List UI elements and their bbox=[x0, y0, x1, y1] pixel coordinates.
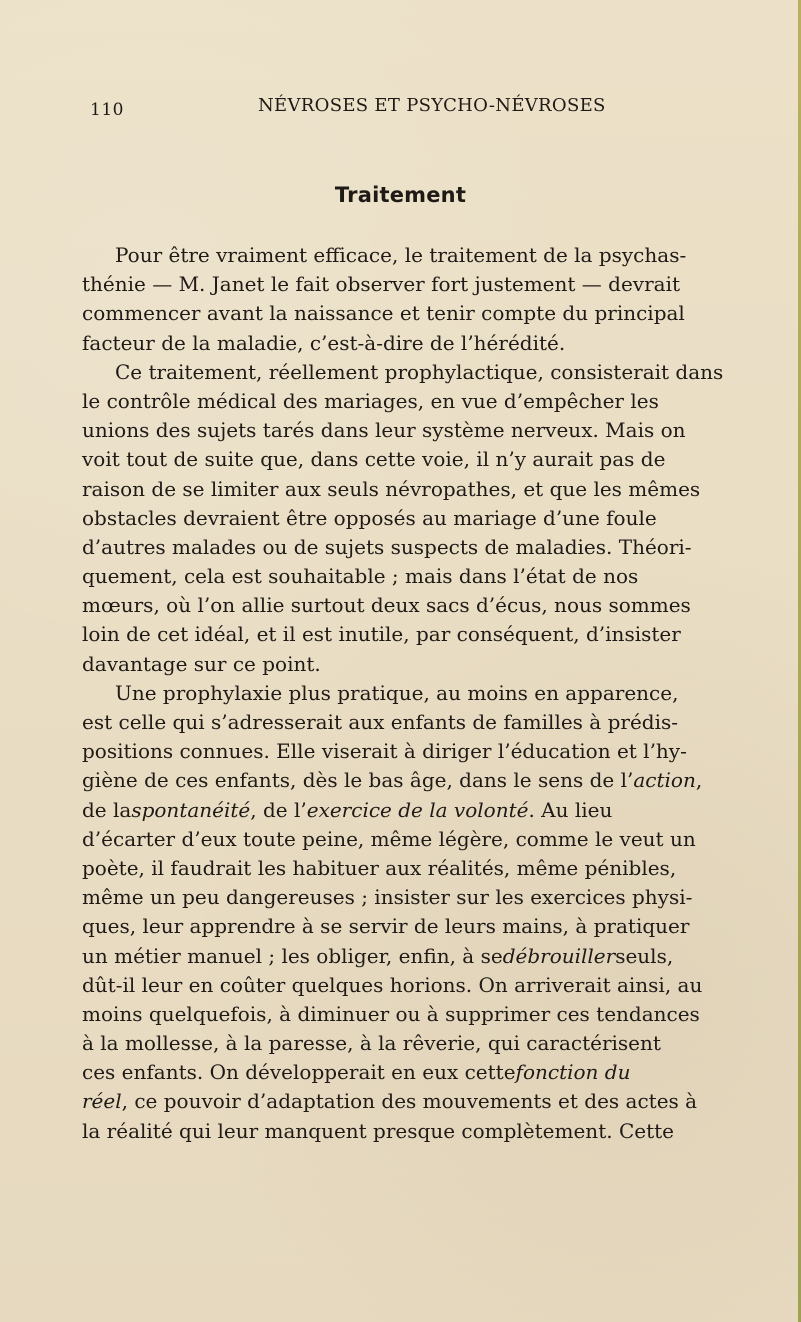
running-head: NÉVROSES ET PSYCHO-NÉVROSES bbox=[258, 95, 606, 116]
text-segment: dût-il leur en coûter quelques horions. On arriverait ainsi, au bbox=[82, 972, 703, 997]
text-segment: poète, il faudrait les habituer aux réalités, même pénibles, bbox=[82, 855, 677, 880]
text-line bbox=[82, 387, 710, 416]
text-segment: moins quelquefois, à diminuer ou à supprimer ces tendances bbox=[82, 1001, 700, 1026]
text-segment: thénie — M. Janet le fait observer fort justement — devrait bbox=[82, 272, 680, 297]
text-segment: la réalité qui leur manquent presque complètement. Cette bbox=[82, 1118, 674, 1143]
text-segment: Ce traitement, réellement prophylactique, consisterait dans bbox=[115, 359, 724, 384]
text-line bbox=[82, 620, 710, 649]
italic-segment: réel bbox=[82, 1089, 122, 1114]
text-line bbox=[82, 1087, 710, 1116]
text-line bbox=[82, 358, 724, 387]
text-segment: ques, leur apprendre à se servir de leurs mains, à pratiquer bbox=[82, 914, 690, 939]
text-line bbox=[82, 737, 710, 766]
text-segment: Une prophylaxie plus pratique, au moins en apparence, bbox=[115, 680, 679, 705]
text-line bbox=[82, 708, 710, 737]
text-segment: quement, cela est souhaitable ; mais dans l’état de nos bbox=[82, 564, 639, 589]
text-segment: le contrôle médical des mariages, en vue d’empêcher les bbox=[82, 388, 659, 413]
text-segment: raison de se limiter aux seuls névropathes, et que les mêmes bbox=[82, 476, 701, 501]
text-line bbox=[82, 796, 710, 825]
text-line bbox=[82, 329, 710, 358]
text-line bbox=[82, 766, 710, 795]
text-phrase bbox=[82, 942, 673, 971]
text-segment: mœurs, où l’on allie surtout deux sacs d’écus, nous sommes bbox=[82, 593, 691, 618]
text-segment: voit tout de suite que, dans cette voie, il n’y aurait pas de bbox=[82, 447, 666, 472]
text-line bbox=[82, 270, 710, 299]
text-line bbox=[82, 1029, 710, 1058]
text-segment: positions connues. Elle viserait à diriger l’éducation et l’hy- bbox=[82, 739, 687, 764]
text-line bbox=[82, 562, 710, 591]
text-segment: même un peu dangereuses ; insister sur les exercices physi- bbox=[82, 885, 693, 910]
text-segment: ces enfants. On développerait en eux cette bbox=[82, 1060, 516, 1085]
text-line bbox=[82, 912, 710, 941]
text-line bbox=[82, 475, 710, 504]
text-line bbox=[82, 1000, 710, 1029]
text-line bbox=[82, 883, 710, 912]
text-segment: , ce pouvoir d’adaptation des mouvements et des actes à bbox=[121, 1089, 698, 1114]
text-segment: un métier manuel ; les obliger, enfin, à se bbox=[82, 943, 503, 968]
text-line bbox=[82, 416, 710, 445]
text-segment: d’écarter d’eux toute peine, même légère, comme le veut un bbox=[82, 826, 696, 851]
text-line bbox=[82, 299, 710, 328]
text-segment: d’autres malades ou de sujets suspects de maladies. Théori- bbox=[82, 534, 692, 559]
text-phrase bbox=[82, 766, 702, 795]
text-segment: de la bbox=[82, 797, 132, 822]
italic-segment: exercice de la volonté bbox=[306, 797, 529, 822]
text-segment: giène de ces enfants, dès le bas âge, dans le sens de l’ bbox=[82, 768, 634, 793]
body-text bbox=[82, 241, 724, 1146]
text-segment: obstacles devraient être opposés au mariage d’une foule bbox=[82, 505, 657, 530]
text-line bbox=[82, 971, 710, 1000]
text-phrase bbox=[82, 1058, 630, 1087]
text-line bbox=[82, 854, 710, 883]
text-line bbox=[82, 533, 710, 562]
text-segment: , de l’ bbox=[250, 797, 307, 822]
text-line bbox=[82, 1117, 710, 1146]
text-line bbox=[82, 445, 710, 474]
text-segment: unions des sujets tarés dans leur système nerveux. Mais on bbox=[82, 418, 686, 443]
text-segment: seuls, bbox=[615, 943, 674, 968]
text-segment: est celle qui s’adresserait aux enfants de familles à prédis- bbox=[82, 710, 678, 734]
text-line bbox=[82, 591, 710, 620]
text-line bbox=[82, 1058, 710, 1087]
italic-segment: débrouiller bbox=[502, 943, 616, 968]
text-segment: , bbox=[695, 768, 703, 793]
text-segment: facteur de la maladie, c’est-à-dire de l’hérédité. bbox=[82, 330, 566, 355]
text-line bbox=[82, 504, 710, 533]
italic-segment: fonction du bbox=[515, 1060, 631, 1085]
section-title: Traitement bbox=[334, 183, 467, 207]
text-phrase bbox=[82, 796, 612, 825]
text-phrase bbox=[82, 1087, 697, 1116]
text-line bbox=[82, 241, 710, 270]
text-line bbox=[82, 942, 710, 971]
italic-segment: action bbox=[633, 768, 696, 793]
text-line bbox=[82, 825, 710, 854]
page-number: 110 bbox=[90, 100, 124, 120]
text-segment: à la mollesse, à la paresse, à la rêverie, qui caractérisent bbox=[82, 1031, 661, 1056]
text-segment: Pour être vraiment efficace, le traitement de la psychas- bbox=[115, 243, 687, 267]
text-segment: davantage sur ce point. bbox=[82, 651, 321, 676]
text-segment: loin de cet idéal, et il est inutile, par conséquent, d’insister bbox=[82, 622, 681, 647]
text-line bbox=[82, 679, 710, 708]
italic-segment: spontanéité bbox=[131, 797, 251, 822]
text-line bbox=[82, 650, 710, 679]
text-segment: commencer avant la naissance et tenir compte du principal bbox=[82, 301, 685, 326]
text-segment: . Au lieu bbox=[528, 797, 613, 822]
